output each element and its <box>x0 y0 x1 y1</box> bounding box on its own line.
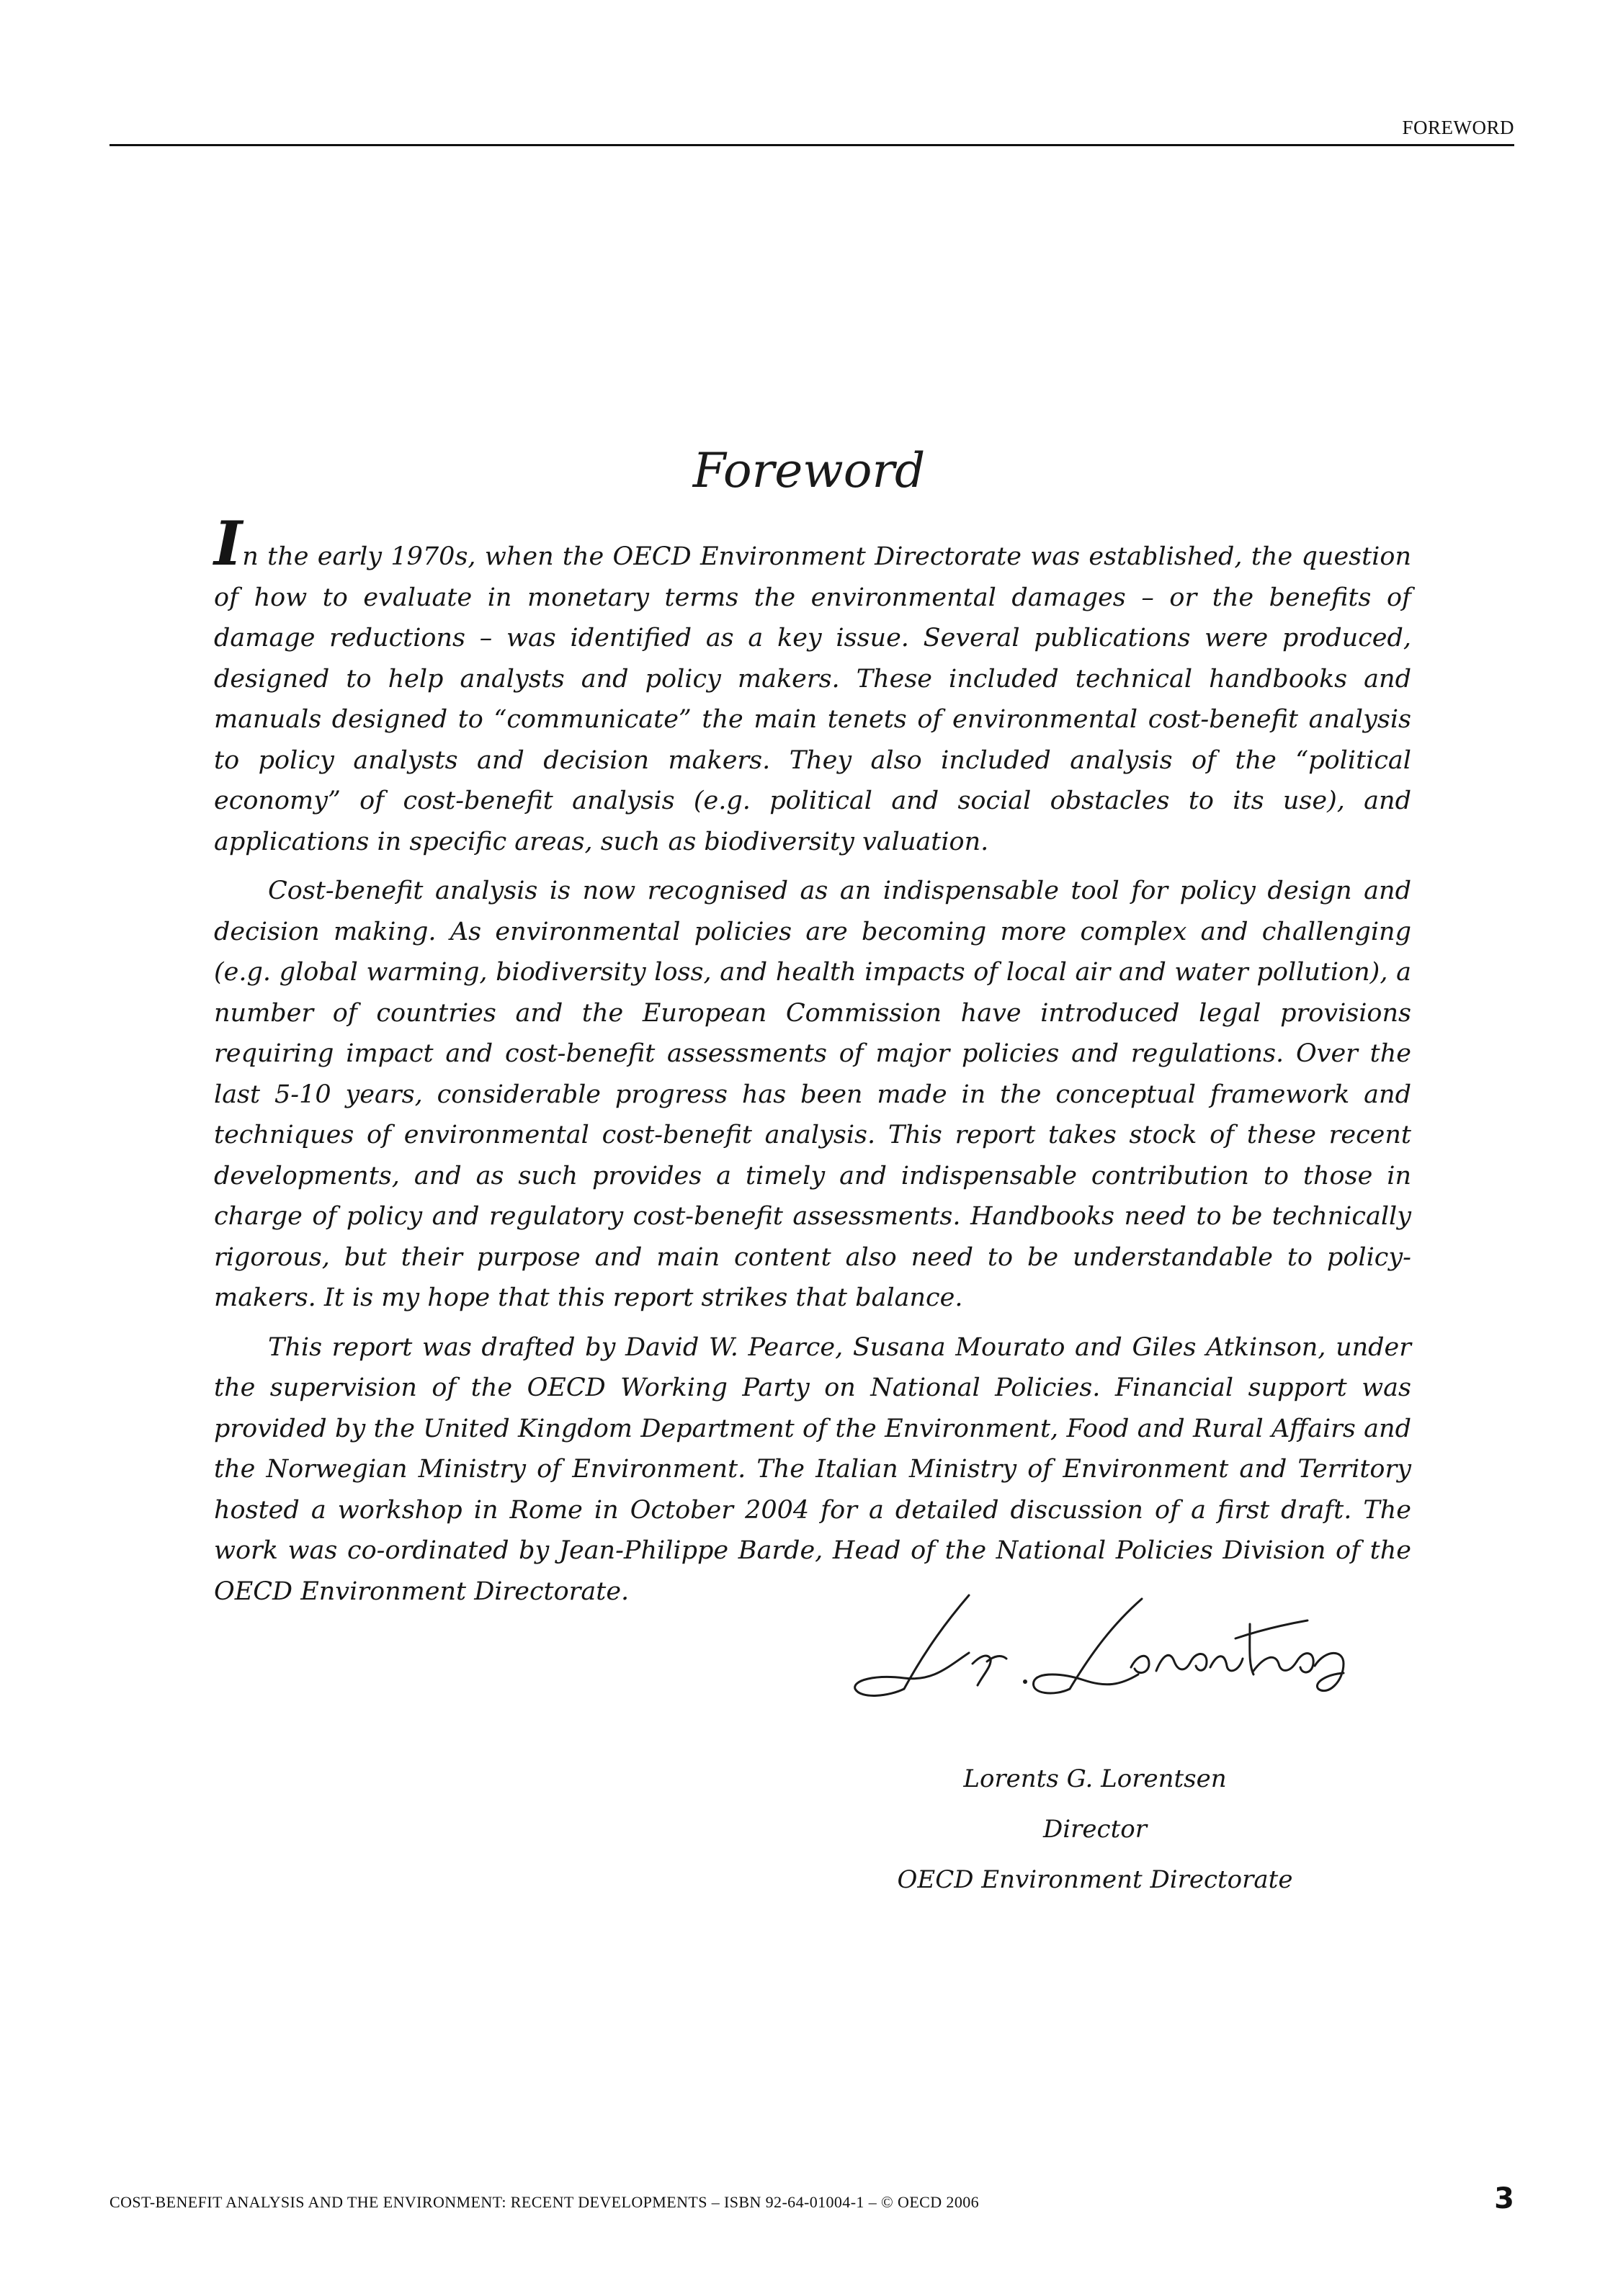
paragraph-1-text: n the early 1970s, when the OECD Environment Directorate was established, the question of how to evaluate in monetary terms the environmental damages – or the benefits of damage reductions – was identified as a key issue. Several publications were produced, designed to help analysts and policy makers. These included technical handbooks and manuals designed to “communicate” the main tenets of environmental cost-benefit analysis to policy analysts and decision makers. They also included analysis of the “political economy” of cost-benefit analysis (e.g. political and social obstacles to its use), and applications in specific areas, such as biodiversity valuation. <box>214 542 1411 856</box>
paragraph-1 <box>214 508 1411 862</box>
page-title: Foreword <box>692 443 926 498</box>
signatory-role: Director <box>1043 1815 1147 1844</box>
page-number: 3 <box>1494 2182 1514 2215</box>
running-header <box>109 115 1514 146</box>
foreword-body <box>214 508 1411 1612</box>
handwritten-signature <box>846 1581 1405 1718</box>
paragraph-3: This report was drafted by David W. Pearce, Susana Mourato and Giles Atkinson, under the supervision of the OECD Working Party on National Policies. Financial support was provided by the United Kingdom Department of the Environment, Food and Rural Affairs and the Norwegian Ministry of Environment. The Italian Ministry of Environment and Territory hosted a workshop in Rome in October 2004 for a detailed discussion of a first draft. The work was co-ordinated by Jean-Philippe Barde, Head of the National Policies Division of the OECD Environment Directorate. <box>214 1332 1411 1606</box>
footer-citation: COST-BENEFIT ANALYSIS AND THE ENVIRONMENT: RECENT DEVELOPMENTS – ISBN 92-64-01004-1 – © OECD 2006 <box>109 2193 980 2211</box>
signatory-name: Lorents G. Lorentsen <box>963 1764 1227 1793</box>
signature-block <box>857 1754 1333 1905</box>
drop-cap: I <box>214 508 243 579</box>
paragraph-2: Cost-benefit analysis is now recognised as an indispensable tool for policy design and decision making. As environmental policies are becoming more complex and challenging (e.g. global warming, biodiversity loss, and health impacts of local air and water pollution), a number of countries and the European Commission have introduced legal provisions requiring impact and cost-benefit assessments of major policies and regulations. Over the last 5-10 years, considerable progress has been made in the conceptual framework and techniques of environmental cost-benefit analysis. This report takes stock of these recent developments, and as such provides a timely and indispensable contribution to those in charge of policy and regulatory cost-benefit assessments. Handbooks need to be technically rigorous, but their purpose and main content also need to be understandable to policy-makers. It is my hope that this report strikes that balance. <box>214 876 1411 1312</box>
running-header-title: FOREWORD <box>1402 117 1514 138</box>
signatory-organization: OECD Environment Directorate <box>897 1865 1293 1894</box>
